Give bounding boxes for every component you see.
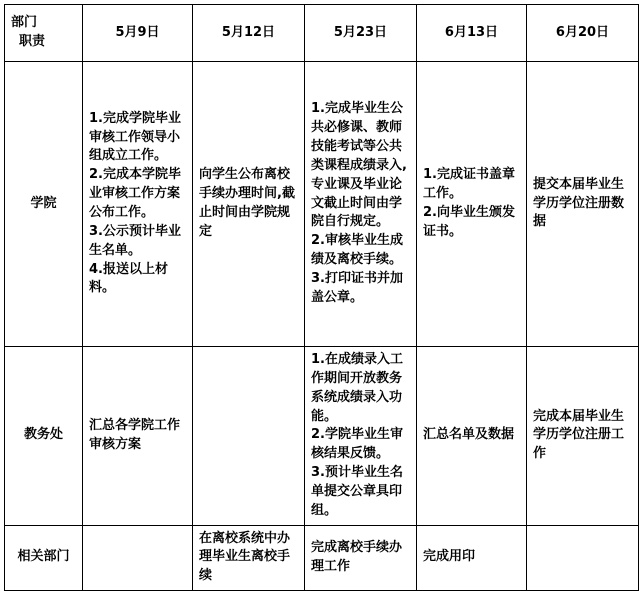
- cell-related-0512: 在离校系统中办理毕业生离校手续: [193, 525, 305, 591]
- cell-line: 1.完成学院毕业审核工作领导小组成立工作。: [89, 110, 181, 164]
- schedule-table: [4, 4, 639, 591]
- cell-line: 2.向毕业生颁发证书。: [423, 205, 515, 239]
- cell-line: 2.完成本学院毕业审核工作方案公布工作。: [89, 167, 181, 220]
- cell-line: 1.完成毕业生公共必修课、教师技能考试等公共类课程成绩录入,专业课及毕业论文截止时间由学院自行规定。: [311, 101, 407, 230]
- cell-academic-0523: [305, 347, 417, 526]
- table-row: [5, 62, 639, 347]
- cell-line: 2.学院毕业生审核结果反馈。: [311, 427, 403, 462]
- table-row: [5, 347, 639, 526]
- cell-related-0613: 完成用印: [417, 525, 527, 591]
- cell-line: 3.预计毕业生名单提交公章具印组。: [311, 465, 403, 518]
- cell-college-0613: [417, 62, 527, 347]
- cell-academic-0512: [193, 347, 305, 526]
- cell-related-0523: 完成离校手续办理工作: [305, 525, 417, 591]
- row-header-academic-affairs: 教务处: [5, 347, 83, 526]
- cell-academic-0509: 汇总各学院工作审核方案: [83, 347, 193, 526]
- cell-academic-0613: 汇总名单及数据: [417, 347, 527, 526]
- cell-line: 1.完成证书盖章工作。: [423, 167, 515, 202]
- table-row: [5, 525, 639, 591]
- cell-college-0512: 向学生公布离校手续办理时间,截止时间由学院规定: [193, 62, 305, 347]
- column-header-3: 6月13日: [417, 5, 527, 62]
- cell-related-0620: [527, 525, 639, 591]
- cell-academic-0620: 完成本届毕业生学历学位注册工作: [527, 347, 639, 526]
- column-header-2: 5月23日: [305, 5, 417, 62]
- cell-line: 2.审核毕业生成绩及离校手续。: [311, 233, 403, 268]
- column-header-4: 6月20日: [527, 5, 639, 62]
- cell-college-0509: [83, 62, 193, 347]
- cell-line: 1.在成绩录入工作期间开放教务系统成绩录入功能。: [311, 352, 403, 424]
- cell-line: 3.公示预计毕业生名单。: [89, 223, 181, 258]
- cell-related-0509: [83, 525, 193, 591]
- column-header-0: 5月9日: [83, 5, 193, 62]
- row-header-college: 学院: [5, 62, 83, 347]
- column-header-1: 5月12日: [193, 5, 305, 62]
- corner-header-line2: 职责: [19, 34, 46, 49]
- row-header-related-departments: 相关部门: [5, 525, 83, 591]
- cell-college-0620: 提交本届毕业生学历学位注册数据: [527, 62, 639, 347]
- table-header-row: [5, 5, 639, 62]
- corner-header: [5, 5, 83, 62]
- cell-line: 3.打印证书并加盖公章。: [311, 270, 403, 305]
- corner-header-line1: 部门: [11, 15, 38, 31]
- cell-line: 4.报送以上材料。: [89, 261, 168, 296]
- cell-college-0523: [305, 62, 417, 347]
